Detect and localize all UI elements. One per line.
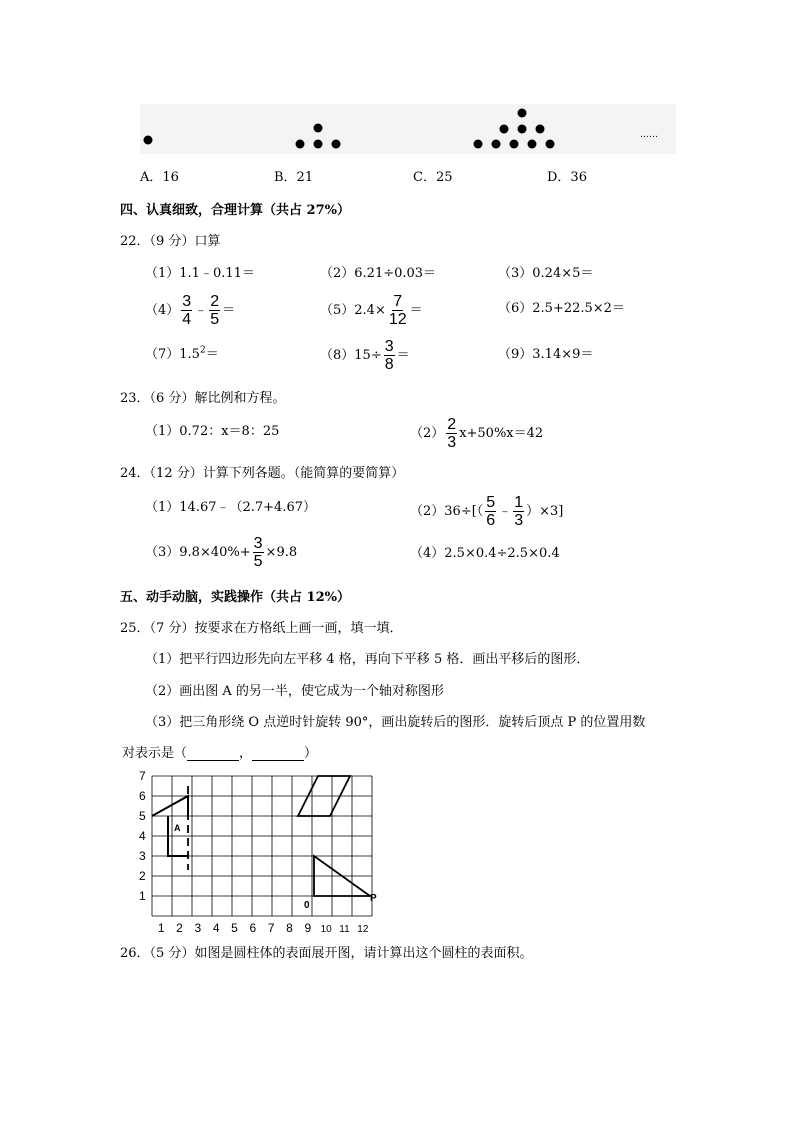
label-o: 0: [304, 900, 310, 911]
pattern2-dot: [296, 140, 305, 149]
pattern2-dot: [332, 140, 341, 149]
q23-stem: 23．（6 分）解比例和方程。: [120, 391, 286, 406]
x-tick-label: 12: [357, 924, 369, 934]
q24-part4: （4）2.5×0.4÷2.5×0.4: [410, 546, 560, 561]
pattern3-dot: [518, 125, 527, 134]
q22-part7: $(7)1.5^2=$: [145, 345, 219, 362]
x-tick-label: 6: [249, 921, 257, 934]
x-tick-label: 5: [231, 921, 238, 934]
q22-part5: （5）2.4× $\frac{7}{12}$ ＝: [320, 293, 423, 328]
pattern2-dot: [314, 140, 323, 149]
option-c: C．25: [413, 170, 453, 185]
x-tick-label: 10: [320, 924, 332, 934]
q22-part6: （6）2.5+22.5×2＝: [498, 301, 625, 316]
pattern3-dot: [528, 140, 537, 149]
q22-stem: 22．（9 分）口算: [120, 234, 221, 249]
y-tick-label: 5: [139, 809, 146, 823]
grid-figure: [136, 762, 380, 934]
x-tick-label: 11: [339, 924, 350, 934]
pattern3-dot: [500, 125, 509, 134]
pattern3-dot: [518, 109, 527, 118]
x-tick-label: 4: [212, 921, 220, 934]
q22-part3: （3）0.24×5＝: [498, 266, 594, 281]
y-tick-label: 6: [139, 789, 146, 803]
option-b: B．21: [274, 170, 314, 185]
pattern3-dot: [546, 140, 555, 149]
pattern3-dot: [510, 140, 519, 149]
dot-pattern-figure: [140, 104, 676, 154]
x-tick-label: 1: [157, 921, 165, 934]
x-tick-label: 9: [304, 921, 312, 934]
label-p: P: [370, 893, 377, 904]
y-tick-label: 4: [139, 829, 146, 843]
x-tick-label: 8: [286, 921, 293, 934]
option-d: D．36: [547, 170, 587, 185]
pattern2-dot: [314, 124, 323, 133]
q23-part2: （2） $\frac{2}{3}$ x+50%x＝42: [410, 416, 544, 451]
pattern1-dot: [144, 136, 153, 145]
q25-stem: 25．（7 分）按要求在方格纸上画一画，填一填．: [120, 621, 403, 636]
q22-part8: （8）15÷ $\frac{3}{8}$ ＝: [320, 338, 410, 373]
q22-part4: （4） $\frac{3}{4}$ ﹣ $\frac{2}{5}$ ＝: [145, 293, 236, 328]
q24-part3: （3）9.8×40%+ $\frac{3}{5}$ ×9.8: [145, 535, 298, 570]
shape-a-triangle: [152, 796, 188, 816]
section-4-title: 四、认真细致，合理计算（共占 27%）: [120, 203, 350, 218]
x-tick-label: 7: [267, 921, 275, 934]
x-tick-label: 3: [194, 921, 202, 934]
q25-part3: （3）把三角形绕 O 点逆时针旋转 90°，画出旋转后的图形．旋转后顶点 P 的位置用数: [145, 715, 646, 730]
more-dots-ellipsis: ……: [640, 130, 658, 140]
q25-part3-answer-line: 对表示是（ ， ）: [122, 746, 318, 761]
x-tick-label: 2: [176, 921, 183, 934]
pattern3-dot: [536, 125, 545, 134]
q23-part1: （1）0.72：x＝8：25: [145, 424, 280, 439]
q25-part2: （2）画出图 A 的另一半，使它成为一个轴对称图形: [145, 684, 444, 699]
q22-part2: （2）6.21÷0.03＝: [320, 266, 437, 281]
q26-stem: 26．（5 分）如图是圆柱体的表面展开图，请计算出这个圆柱的表面积。: [120, 946, 533, 961]
q25-part1: （1）把平行四边形先向左平移 4 格，再向下平移 5 格．画出平移后的图形．: [145, 652, 590, 667]
y-tick-label: 1: [139, 889, 146, 903]
q24-part1: （1）14.67﹣（2.7+4.67）: [145, 500, 316, 515]
pattern3-dot: [492, 140, 501, 149]
y-tick-label: 2: [139, 869, 146, 883]
answer-blank-x[interactable]: [187, 760, 239, 761]
option-a: A．16: [140, 170, 179, 185]
q22-part9: （9）3.14×9＝: [498, 347, 594, 362]
label-a: A: [174, 823, 181, 833]
q24-stem: 24．（12 分）计算下列各题。（能简算的要简算）: [120, 466, 405, 481]
q24-part2: （2）36÷[（ $\frac{5}{6}$ ﹣ $\frac{1}{3}$ ）×3]: [410, 494, 564, 529]
y-tick-label: 7: [139, 769, 146, 783]
q22-part1: （1）1.1﹣0.11＝: [145, 266, 255, 281]
y-tick-label: 3: [139, 849, 146, 863]
answer-blank-y[interactable]: [252, 760, 304, 761]
section-5-title: 五、动手动脑，实践操作（共占 12%）: [120, 590, 350, 605]
pattern3-dot: [474, 140, 483, 149]
